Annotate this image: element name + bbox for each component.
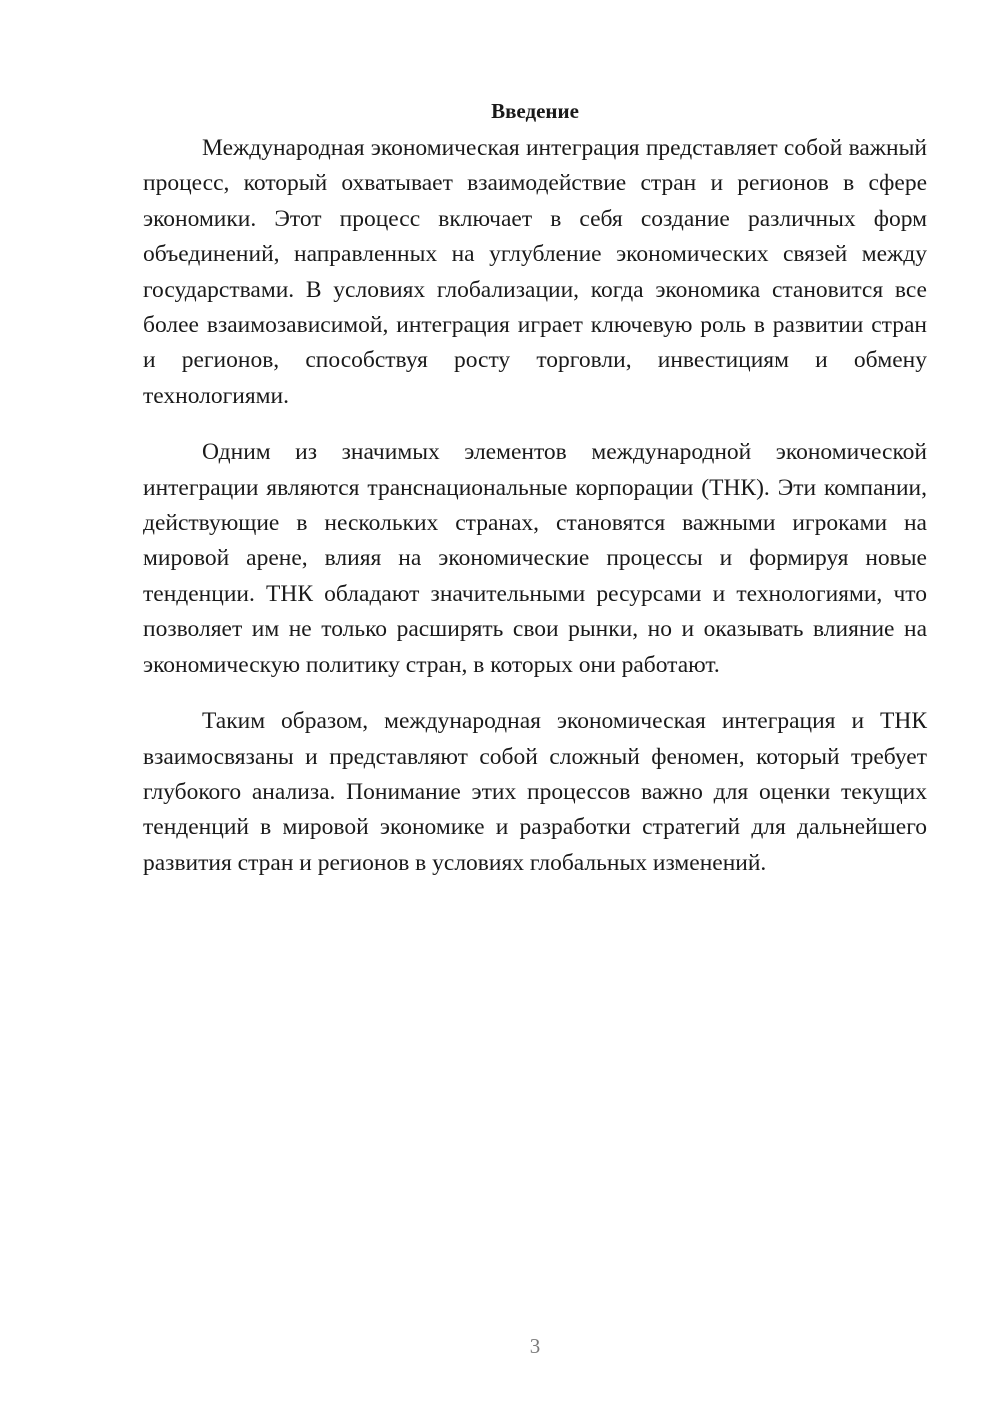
paragraph-1: Международная экономическая интеграция представляет собой важный процесс, который охватывает взаимодействие стран и регионов в сфере экономики. Этот процесс включает в себя создание различных форм объединений, направленных на углубление экономических связей между государствами. В условиях глобализации, когда экономика становится все более взаимозависимой, интеграция играет ключевую роль в развитии стран и регионов, способствуя росту торговли, инвестициям и обмену технологиями.: [143, 135, 927, 409]
paragraph-3: Таким образом, международная экономическая интеграция и ТНК взаимосвязаны и представляют собой сложный феномен, который требует глубокого анализа. Понимание этих процессов важно для оценки текущих тенденций в мировой экономике и разработки стратегий для дальнейшего развития стран и регионов в условиях глобальных изменений.: [143, 708, 927, 876]
page-content: [143, 97, 927, 881]
paragraph-2: Одним из значимых элементов международной экономической интеграции являются транснациональные корпорации (ТНК). Эти компании, действующие в нескольких странах, становятся важными игроками на мировой арене, влияя на экономические процессы и формируя новые тенденции. ТНК обладают значительными ресурсами и технологиями, что позволяет им не только расширять свои рынки, но и оказывать влияние на экономическую политику стран, в которых они работают.: [143, 439, 927, 678]
section-heading: Введение: [491, 99, 579, 123]
page-number: 3: [529, 1334, 541, 1358]
